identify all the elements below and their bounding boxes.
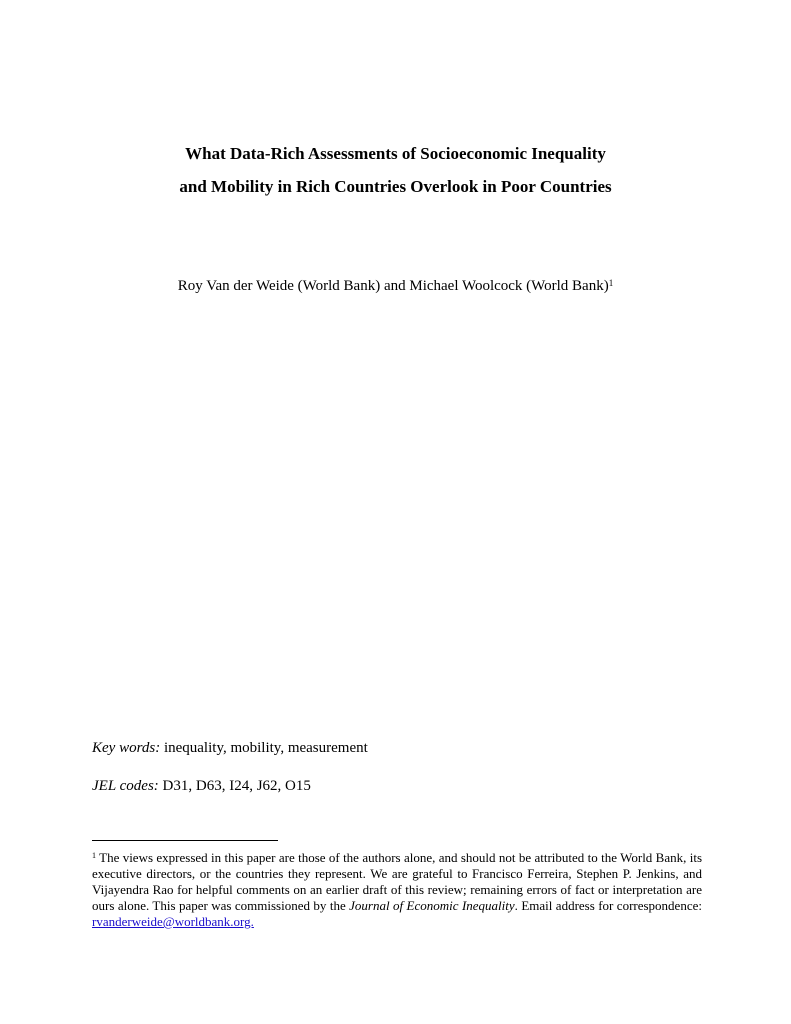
jel-codes-label: JEL codes:: [92, 778, 159, 794]
keywords-line: [92, 739, 368, 757]
footnote-divider: [92, 840, 278, 841]
footnote-email-label: . Email address for correspondence:: [514, 898, 702, 913]
paper-title-line-1: What Data-Rich Assessments of Socioeconomic Inequality: [185, 144, 606, 163]
author-footnote-marker[interactable]: 1: [608, 278, 614, 288]
author-line: [0, 277, 791, 295]
footnote-journal-name: Journal of Economic Inequality: [349, 898, 515, 913]
footnote: [92, 850, 702, 930]
keywords-value: inequality, mobility, measurement: [160, 740, 368, 756]
jel-codes-line: [92, 777, 311, 795]
correspondence-email-link[interactable]: rvanderweide@worldbank.org.: [92, 914, 254, 929]
keywords-label: Key words:: [92, 740, 161, 756]
footnote-text: The views expressed in this paper are those of the authors alone, and should not be attributed to the World Bank, its executive directors, or the countries they represent. We are grateful to Francisco Ferreira, Stephen P. Jenkins, and Vijayendra Rao for helpful comments on an earlier draft of this review; remaining errors of fact or interpretation are ours alone. This paper was commissioned by the: [92, 850, 702, 913]
footnote-marker: 1: [92, 851, 96, 860]
jel-codes-value: D31, D63, I24, J62, O15: [158, 778, 311, 794]
author-names: Roy Van der Weide (World Bank) and Michael Woolcock (World Bank): [177, 278, 609, 294]
paper-title-line-2: and Mobility in Rich Countries Overlook in Poor Countries: [179, 177, 612, 196]
